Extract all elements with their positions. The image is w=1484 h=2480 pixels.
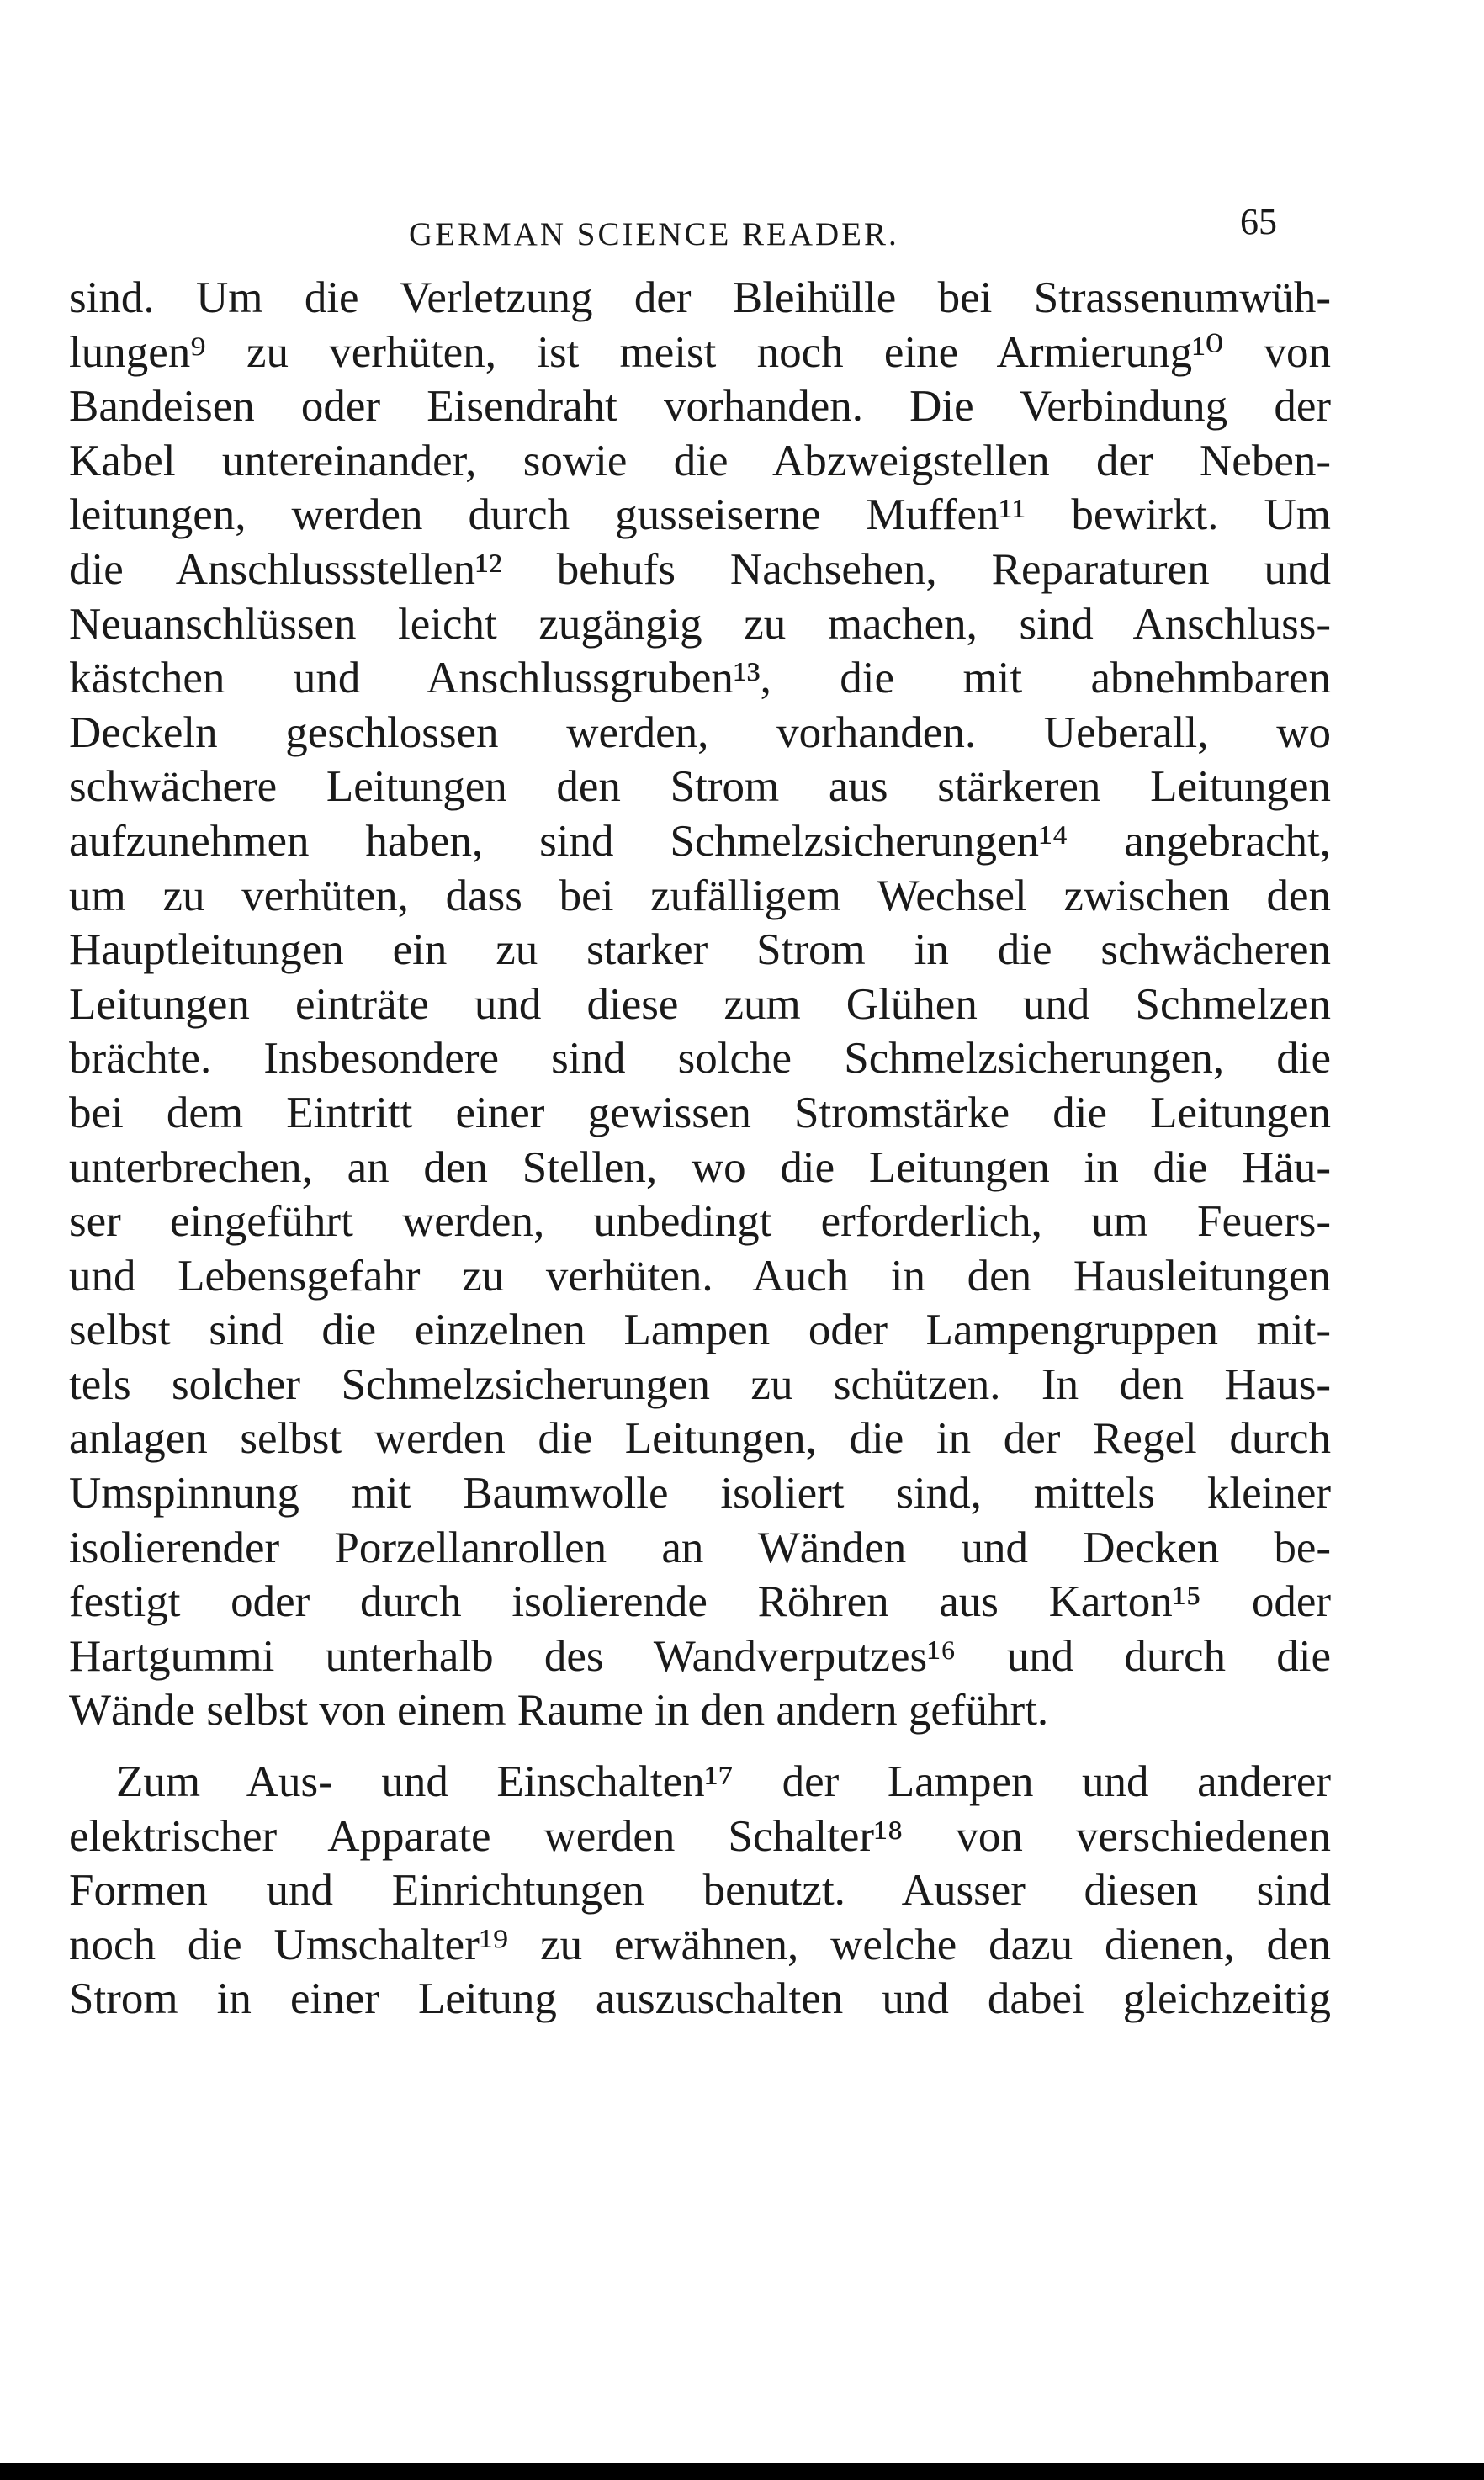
text-line: Umspinnung mit Baumwolle isoliert sind, mittels kleiner — [69, 1469, 1331, 1518]
paragraph-gap — [69, 1738, 1331, 1755]
running-head: GERMAN SCIENCE READER. — [409, 216, 899, 252]
text-line: und Lebensgefahr zu verhüten. Auch in den Hausleitungen — [69, 1251, 1331, 1301]
text-line: Bandeisen oder Eisendraht vorhanden. Die Verbindung der — [69, 382, 1331, 432]
text-line: anlagen selbst werden die Leitungen, die in der Regel durch — [69, 1414, 1331, 1464]
text-line: Hartgummi unterhalb des Wandverputzes¹⁶ und durch die — [69, 1631, 1331, 1681]
text-line: Leitungen einträte und diese zum Glühen und Schmelzen — [69, 979, 1331, 1029]
paragraph-1 — [69, 271, 1331, 1738]
text-line: sind. Um die Verletzung der Bleihülle bei Strassenumwüh- — [69, 273, 1331, 322]
text-line: unterbrechen, an den Stellen, wo die Leitungen in die Häu- — [69, 1142, 1331, 1192]
scan-edge-bar — [0, 2463, 1484, 2480]
text-line: leitungen, werden durch gusseiserne Muffen¹¹ bewirkt. Um — [69, 490, 1331, 540]
text-line: ser eingeführt werden, unbedingt erforderlich, um Feuers- — [69, 1197, 1331, 1247]
text-line: Formen und Einrichtungen benutzt. Ausser diesen sind — [69, 1866, 1331, 1916]
text-line: tels solcher Schmelzsicherungen zu schützen. In den Haus- — [69, 1359, 1331, 1409]
text-line: Wände selbst von einem Raume in den andern geführt. — [69, 1686, 1049, 1735]
text-line: Hauptleitungen ein zu starker Strom in die schwächeren — [69, 925, 1331, 975]
text-line: Neuanschlüssen leicht zugängig zu machen, sind Anschluss- — [69, 599, 1331, 649]
text-line: selbst sind die einzelnen Lampen oder Lampengruppen mit- — [69, 1306, 1331, 1355]
paragraph-2 — [69, 1755, 1331, 2027]
text-line: schwächere Leitungen den Strom aus stärkeren Leitungen — [69, 762, 1331, 812]
body-text — [69, 271, 1331, 2027]
text-line: die Anschlussstellen¹² behufs Nachsehen, Reparaturen und — [69, 544, 1331, 594]
text-line: lungen⁹ zu verhüten, ist meist noch eine Armierung¹⁰ von — [69, 327, 1331, 377]
text-line: Deckeln geschlossen werden, vorhanden. Ueberall, wo — [69, 707, 1331, 757]
text-line: aufzunehmen haben, sind Schmelzsicherungen¹⁴ angebracht, — [69, 816, 1331, 866]
text-line: kästchen und Anschlussgruben¹³, die mit abnehmbaren — [69, 654, 1331, 703]
page-header — [0, 201, 1484, 261]
text-line: Kabel untereinander, sowie die Abzweigstellen der Neben- — [69, 436, 1331, 485]
page-number: 65 — [1240, 201, 1277, 242]
text-line: isolierender Porzellanrollen an Wänden und Decken be- — [69, 1523, 1331, 1572]
text-line: festigt oder durch isolierende Röhren aus Karton¹⁵ oder — [69, 1577, 1331, 1627]
text-line: bei dem Eintritt einer gewissen Stromstärke die Leitungen — [69, 1088, 1331, 1137]
text-line: brächte. Insbesondere sind solche Schmelzsicherungen, die — [69, 1034, 1331, 1084]
text-line: noch die Umschalter¹⁹ zu erwähnen, welche dazu dienen, den — [69, 1920, 1331, 1969]
text-line: Strom in einer Leitung auszuschalten und dabei gleichzeitig — [69, 1974, 1331, 2024]
text-line: elektrischer Apparate werden Schalter¹⁸ von verschiedenen — [69, 1811, 1331, 1861]
text-line: um zu verhüten, dass bei zufälligem Wechsel zwischen den — [69, 871, 1331, 920]
text-line: Zum Aus- und Einschalten¹⁷ der Lampen und anderer — [116, 1757, 1331, 1807]
